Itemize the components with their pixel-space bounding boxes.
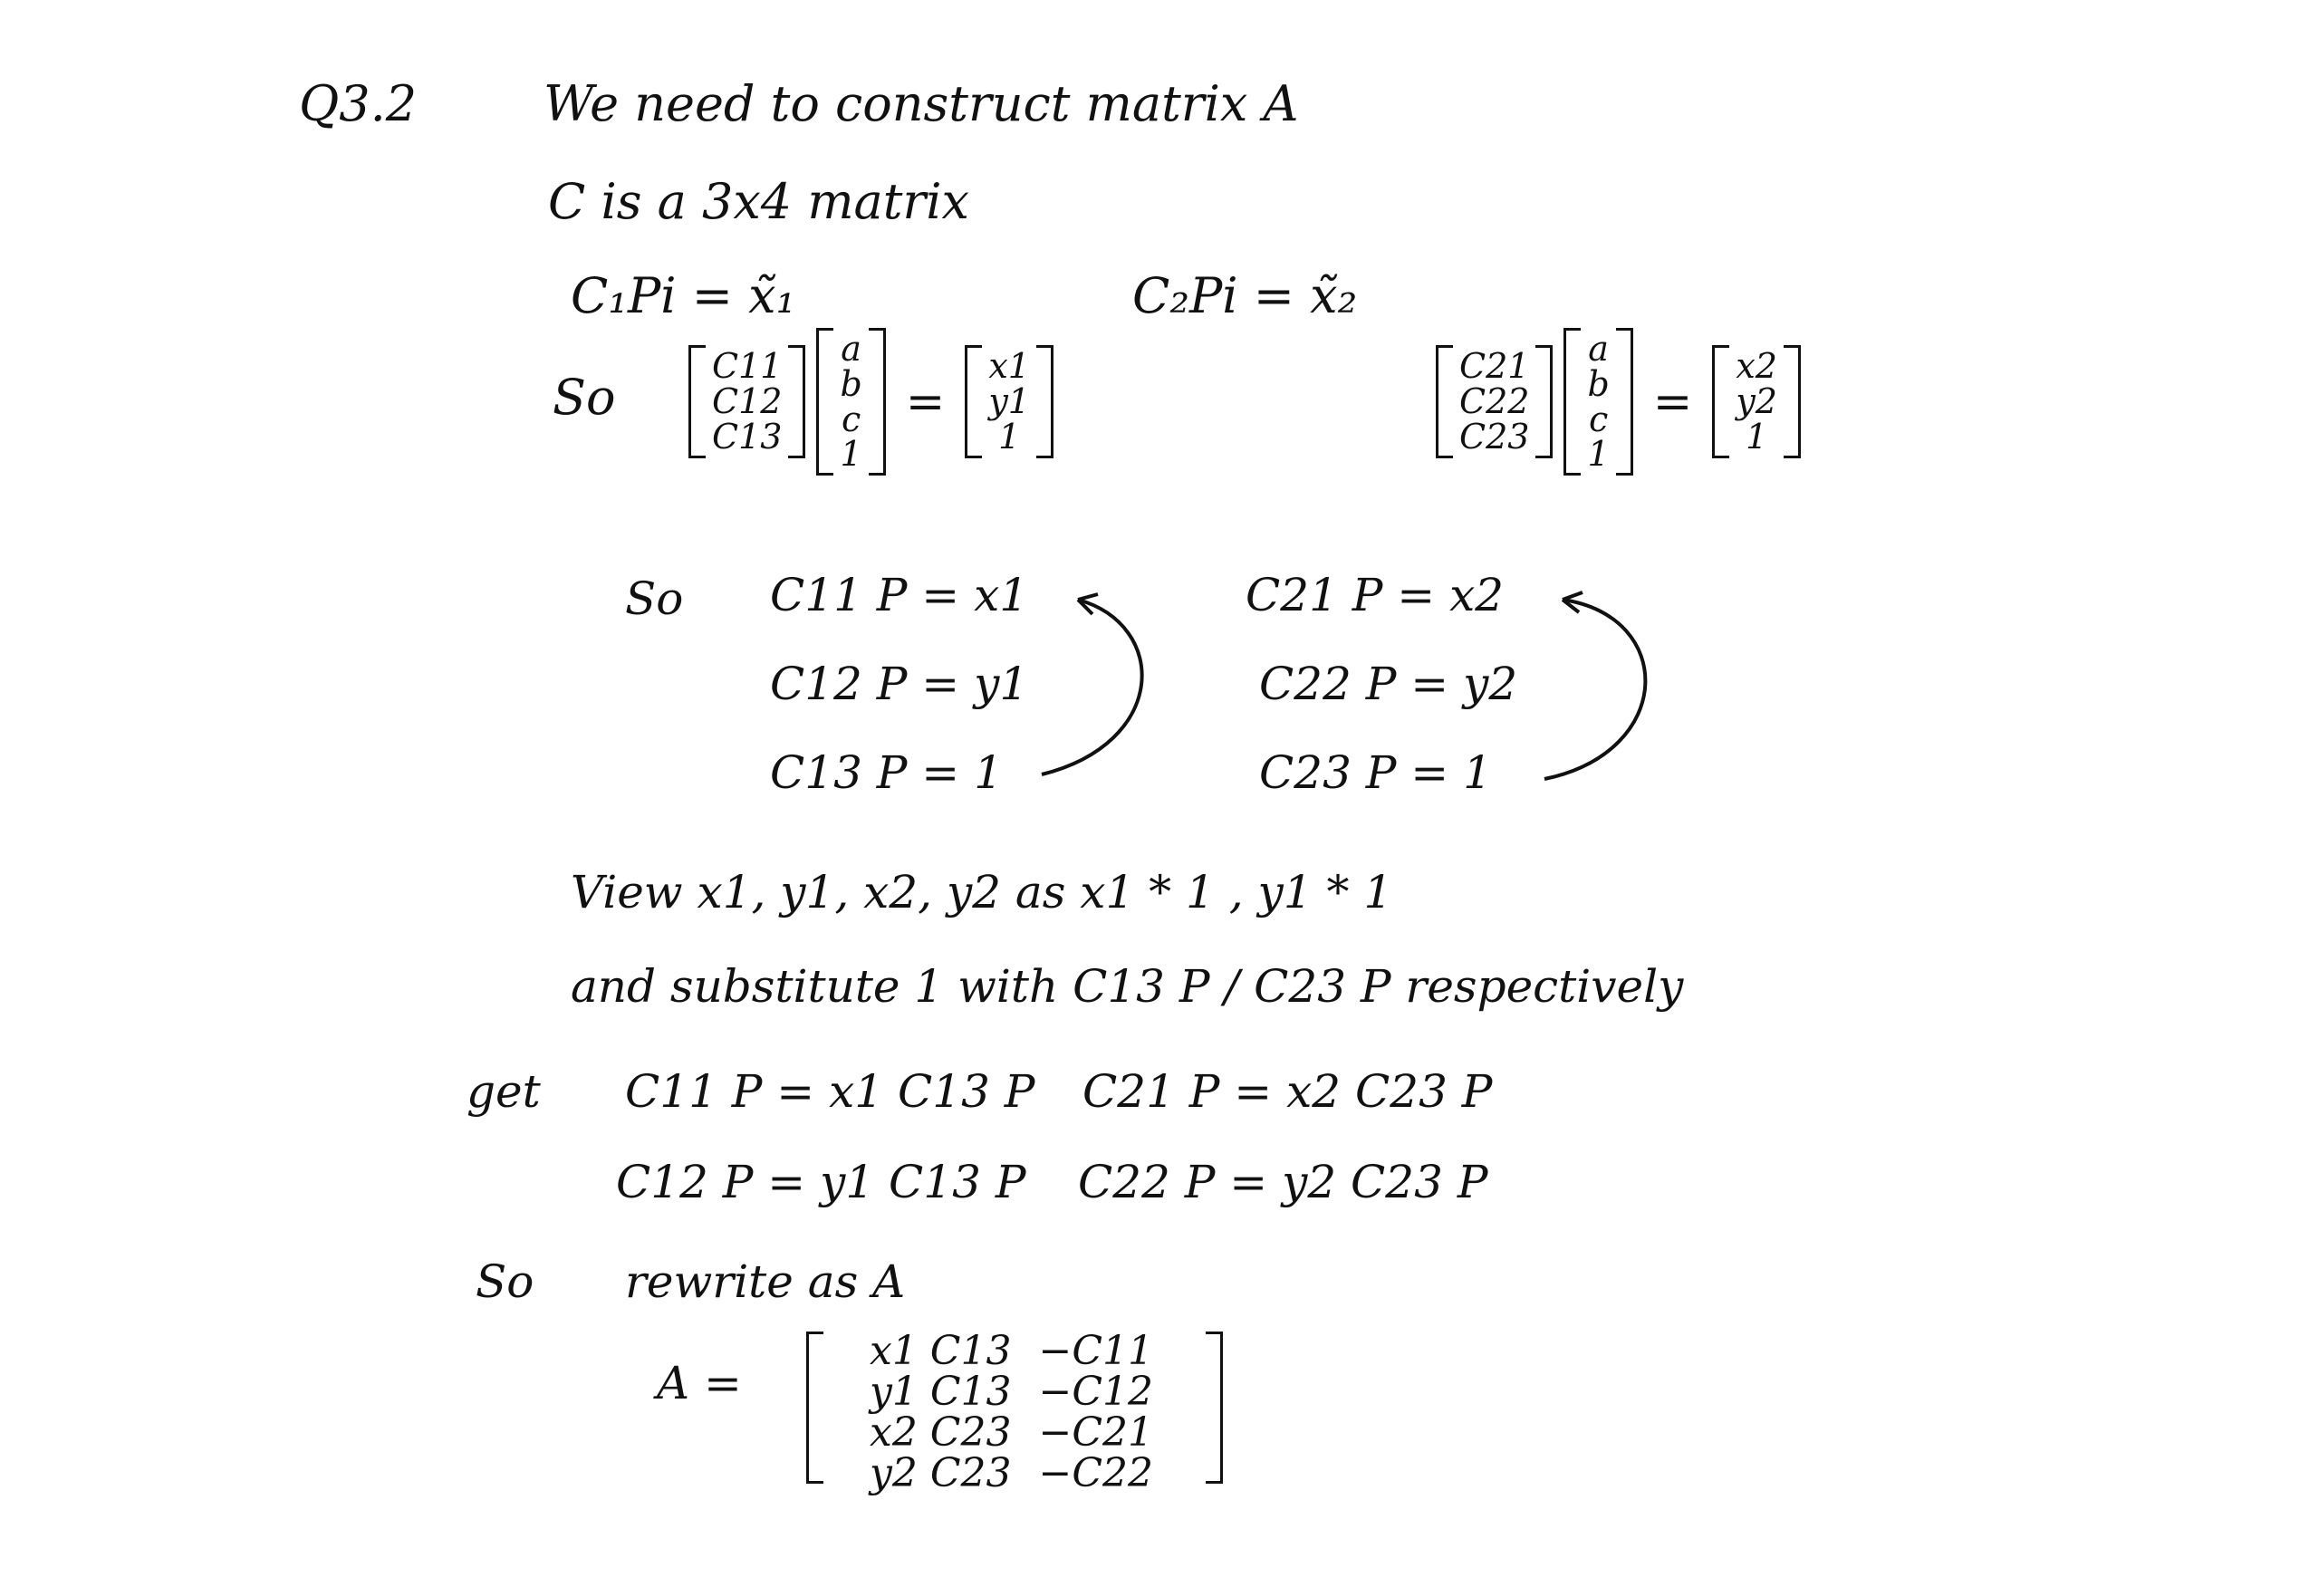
system2-eq: C23 P = 1 (1259, 746, 1492, 799)
a-cell: −C11 (1038, 1328, 1153, 1374)
p-entry: c (841, 399, 861, 439)
arrow-curve-1 (1042, 600, 1142, 774)
get-eq-left: C11 P = x1 C13 P (625, 1065, 1035, 1118)
result-entry: x1 (988, 346, 1030, 387)
projection-eq-2: C₂Pi = x̃₂ (1132, 267, 1358, 324)
result-entry: x2 (1736, 346, 1777, 387)
c2-row: C23 (1459, 416, 1530, 457)
result-entry: y1 (988, 381, 1030, 422)
result-entry: 1 (1746, 416, 1768, 457)
a-cell: x2 C23 (870, 1409, 1012, 1456)
p-entry: a (841, 329, 861, 369)
projection-eq-1: C₁Pi = x̃₁ (571, 267, 796, 324)
a-cell: y1 C13 (870, 1368, 1012, 1415)
get-eq-left: C12 P = y1 C13 P (616, 1156, 1026, 1208)
system1-eq: C13 P = 1 (770, 746, 1003, 799)
a-row (870, 1449, 1154, 1496)
a-cell: −C22 (1038, 1449, 1154, 1496)
so-label-2: So (625, 572, 684, 625)
result-entry: 1 (998, 416, 1021, 457)
p-entry: b (840, 363, 862, 404)
system2-eq: C21 P = x2 (1246, 569, 1505, 621)
p-entry: a (1588, 329, 1609, 369)
p-entry: 1 (840, 434, 862, 475)
result-entry: y2 (1736, 381, 1777, 422)
get-eq-right: C22 P = y2 C23 P (1078, 1156, 1488, 1208)
a-matrix-bracket (806, 1328, 1223, 1496)
a-row (870, 1368, 1154, 1415)
a-cell: y2 C23 (870, 1449, 1012, 1496)
system1-eq: C11 P = x1 (770, 569, 1029, 621)
a-matrix (806, 1328, 1223, 1496)
c2-row: C21 (1459, 346, 1530, 387)
p-entry: 1 (1587, 434, 1610, 475)
a-row (870, 1328, 1153, 1374)
substitute-line: and substitute 1 with C13 P / C23 P respectively (571, 960, 1684, 1013)
equals-sign: = (905, 374, 946, 429)
p-entry: b (1587, 363, 1610, 404)
get-label: get (467, 1065, 541, 1118)
view-line: View x1, y1, x2, y2 as x1 * 1 , y1 * 1 (571, 866, 1393, 918)
c1-row: C12 (712, 381, 783, 422)
get-eq-right: C21 P = x2 C23 P (1082, 1065, 1493, 1118)
c1-row: C11 (712, 346, 783, 387)
system1-eq: C12 P = y1 (770, 658, 1029, 710)
a-label: A = (657, 1357, 742, 1409)
p-entry: c (1588, 399, 1609, 439)
arrow-curve-2 (1544, 600, 1645, 779)
a-cell: x1 C13 (870, 1328, 1012, 1374)
rewrite-line: rewrite as A (625, 1255, 906, 1308)
a-cell: −C21 (1038, 1409, 1153, 1456)
intro-line-1: We need to construct matrix A (544, 75, 1299, 132)
equals-sign: = (1652, 374, 1693, 429)
system2-eq: C22 P = y2 (1259, 658, 1518, 710)
c2-row: C22 (1459, 381, 1530, 422)
a-row (870, 1409, 1153, 1456)
question-label: Q3.2 (299, 75, 418, 132)
a-cell: −C12 (1038, 1368, 1154, 1415)
so-label-1: So (553, 369, 616, 426)
c1-row: C13 (712, 416, 783, 457)
so-label-3: So (476, 1255, 534, 1308)
intro-line-2: C is a 3x4 matrix (548, 173, 969, 230)
